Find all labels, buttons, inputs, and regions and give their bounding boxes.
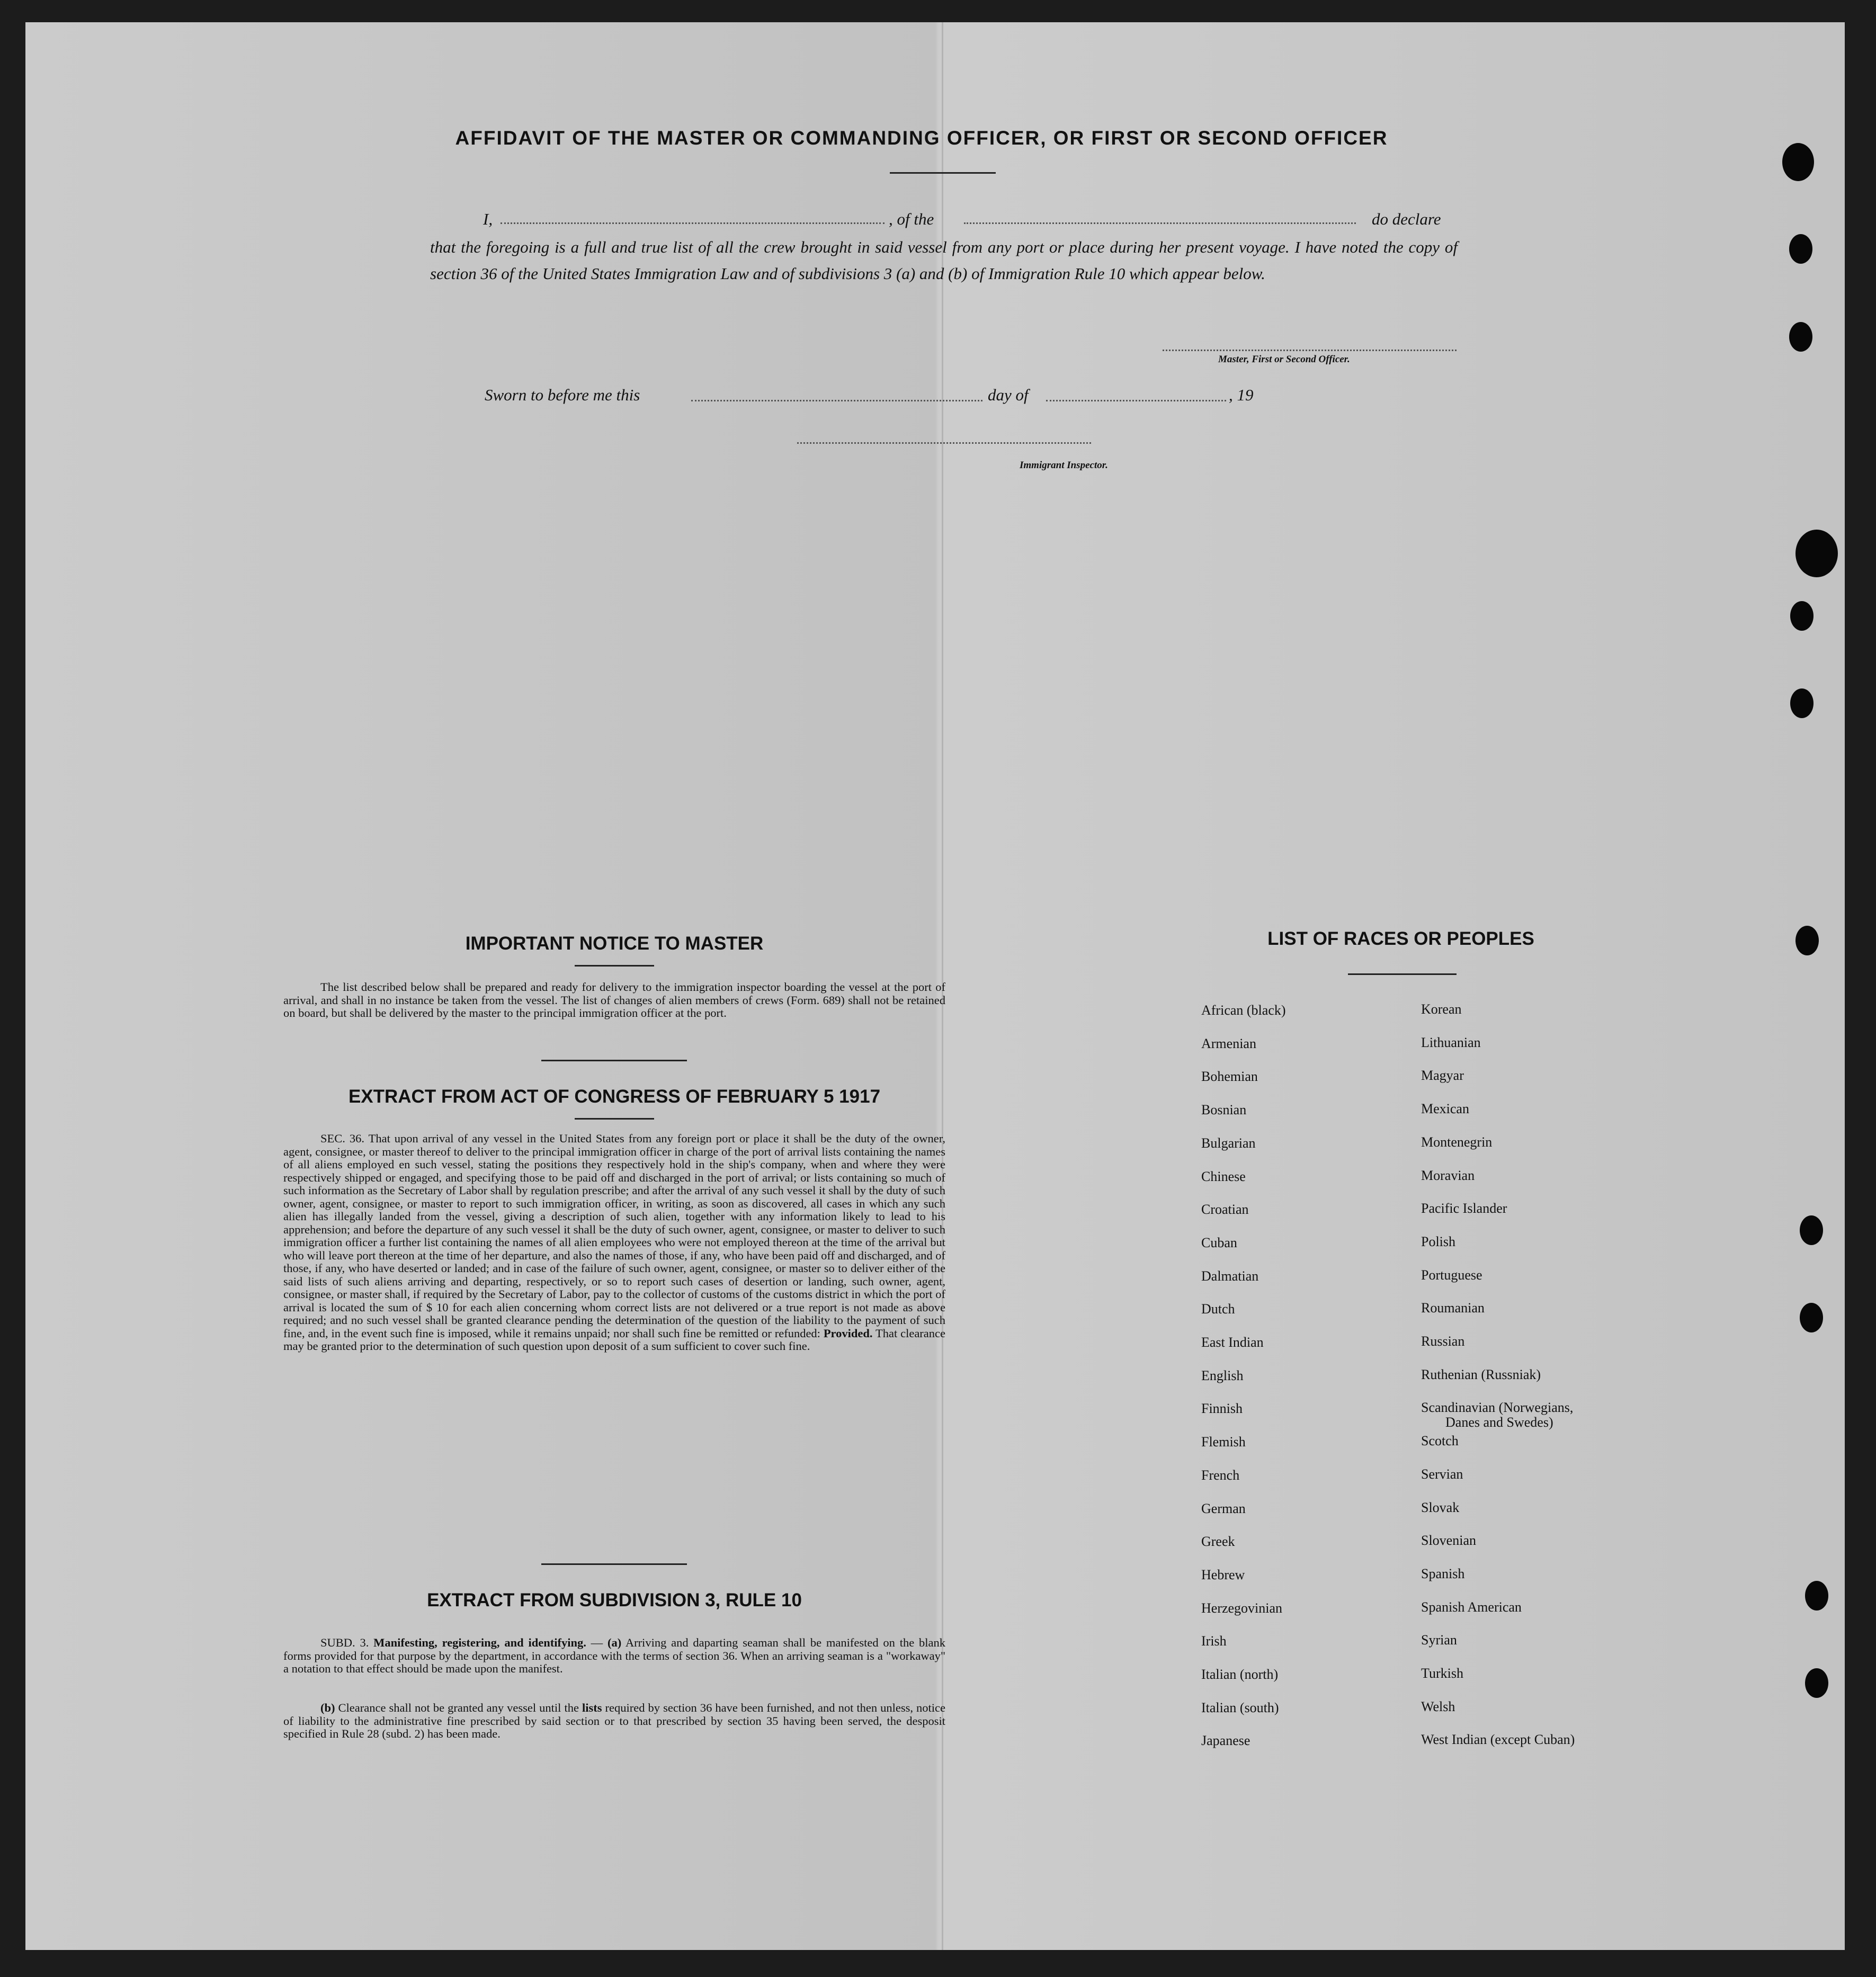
vessel-name-field[interactable] <box>964 222 1356 224</box>
race-item: Dutch <box>1201 1301 1235 1317</box>
race-item: Pacific Islander <box>1421 1201 1507 1216</box>
punch-hole <box>1790 688 1814 718</box>
race-item: Greek <box>1201 1534 1235 1549</box>
inspector-signature-field[interactable] <box>797 442 1091 444</box>
declarant-name-field[interactable] <box>501 222 885 224</box>
race-item: Mexican <box>1421 1101 1469 1116</box>
punch-hole <box>1800 1303 1823 1332</box>
race-item: Italian (north) <box>1201 1667 1279 1682</box>
punch-hole <box>1805 1581 1828 1611</box>
race-item: Korean <box>1421 1001 1462 1017</box>
act-text: SEC. 36. That upon arrival of any vessel in the United States from any foreign port or place it shall be the duty of the owner, agent, consignee, or master thereof to deliver to the principal immigration officer in charge of the port of arrival lists containing the names of all aliens employed en such vessel, stating the positions they respectively hold in the ship's company, when and where they were respectively shipped or engaged, and specifying those to be paid off and discharged in the port of arrival; or lists containing so much of such information as the Secretary of Labor shall by regulation prescribe; and after the arrival of any such vessel it shall by the duty of such owner, agent, consignee, or master to report to such immigration officer, in writing, as soon as discovered, all cases in which any such alien has illegally landed from the vessel, giving a description of such alien, together with any information likely to lead to his apprehension; and before the departure of any such vessel it shall be the duty of such owner, agent, consignee, or master to deliver to such immigration officer a further list containing the names of all alien employees who were not employed thereon at the time of the arrival but who will leave port thereon at the time of her departure, and also the names of those, if any, who have been paid off and discharged, and of those, if any, who have deserted or landed; and in case of the failure of such owner, agent, consignee, or master so to deliver either of the said lists of such aliens arriving and departing, respectively, or so to report such cases of desertion or landing, such owner, agent, consignee, or master shall, if required by the Secretary of Labor, pay to the collector of customs of the customs district in which the port of arrival is located the sum of $ 10 for each alien concerning whom correct lists are not delivered or a true report is not made as above required; and no such vessel shall be granted clearance pending the determination of the question of the liability to the payment of such fine, and, in the event such fine is imposed, while it remains unpaid; nor shall such fine be remitted or refunded: <box>283 1132 945 1340</box>
punch-hole <box>1789 234 1812 264</box>
of-the-label: , of the <box>889 210 934 228</box>
declarant-prefix: I, <box>483 210 493 228</box>
divider <box>575 1118 654 1120</box>
race-item: Montenegrin <box>1421 1134 1493 1150</box>
rule-subd-b <box>283 1702 945 1741</box>
divider <box>890 172 996 174</box>
divider <box>575 965 654 967</box>
punch-hole <box>1789 322 1812 352</box>
race-item: Roumanian <box>1421 1300 1485 1316</box>
race-item: English <box>1201 1368 1244 1383</box>
race-item: Flemish <box>1201 1434 1246 1450</box>
race-item: Danes and Swedes) <box>1445 1415 1553 1430</box>
subd-b-text: Clearance shall not be granted any vessel until the <box>338 1701 579 1714</box>
divider <box>541 1060 687 1061</box>
lists-term: lists <box>582 1701 602 1714</box>
inspector-label: Immigrant Inspector. <box>1020 460 1108 471</box>
subd-b-marker: (b) <box>320 1701 335 1714</box>
race-item: Scotch <box>1421 1433 1459 1448</box>
notice-title: IMPORTANT NOTICE TO MASTER <box>465 933 764 954</box>
subd-a-text: Arriving and daparting seaman shall be manifested on the blank forms provided for that purpose by the department, in accordance with the terms of section 36. When an arriving seaman is a "workaway" a notation to that effect should be made upon the manifest. <box>283 1636 946 1675</box>
sworn-day-field[interactable] <box>691 400 982 401</box>
notice-body: The list described below shall be prepared and ready for delivery to the immigration inspector boarding the vessel at the port of arrival, and shall in no instance be taken from the vessel. The list of changes of alien members of crews (Form. 689) shall not be retained on board, but shall be delivered by the master to the principal immigration officer at the port. <box>283 980 945 1019</box>
subd-label: SUBD. 3. <box>320 1636 369 1649</box>
race-item: Finnish <box>1201 1401 1243 1416</box>
sworn-month-field[interactable] <box>1046 400 1226 401</box>
races-title: LIST OF RACES OR PEOPLES <box>1267 928 1534 949</box>
subd-a-marker: (a) <box>608 1636 622 1649</box>
punch-hole <box>1800 1215 1823 1245</box>
rule-subd-a <box>283 1636 945 1676</box>
race-item: Ruthenian (Russniak) <box>1421 1367 1541 1382</box>
race-item: Slovenian <box>1421 1533 1476 1548</box>
punch-hole <box>1790 601 1814 631</box>
race-item: Dalmatian <box>1201 1268 1259 1284</box>
race-item: Bulgarian <box>1201 1135 1256 1151</box>
race-item: Armenian <box>1201 1036 1256 1051</box>
divider <box>541 1563 687 1565</box>
punch-hole <box>1795 530 1838 577</box>
race-item: German <box>1201 1501 1246 1516</box>
race-item: Hebrew <box>1201 1567 1245 1582</box>
race-item: Japanese <box>1201 1733 1250 1748</box>
race-item: Syrian <box>1421 1632 1457 1648</box>
race-item: Bohemian <box>1201 1069 1258 1084</box>
race-item: French <box>1201 1468 1240 1483</box>
race-item: East Indian <box>1201 1335 1264 1350</box>
race-item: Lithuanian <box>1421 1035 1481 1050</box>
race-item: African (black) <box>1201 1003 1286 1018</box>
year-label: , 19 <box>1229 386 1254 404</box>
race-item: Polish <box>1421 1234 1456 1249</box>
subd-b-text-end: required by section 36 have been furnished, and not then unless, notice of liability to the administrative fine prescribed by said section or to that prescribed by section 35 having been served, the desposit specified in Rule 28 (subd. 2) has been made. <box>283 1701 946 1740</box>
race-item: Cuban <box>1201 1235 1237 1250</box>
day-of-label: day of <box>988 386 1029 404</box>
race-item: Herzegovinian <box>1201 1600 1283 1616</box>
race-item: Russian <box>1421 1334 1465 1349</box>
race-item: Turkish <box>1421 1666 1463 1681</box>
affidavit-title: AFFIDAVIT OF THE MASTER OR COMMANDING OFFICER, OR FIRST OR SECOND OFFICER <box>455 127 1388 149</box>
race-item: West Indian (except Cuban) <box>1421 1732 1575 1747</box>
race-item: Spanish American <box>1421 1599 1522 1615</box>
affidavit-body: that the foregoing is a full and true list of all the crew brought in said vessel from any port or place during her present voyage. I have noted the copy of section 36 of the United States Immigration Law and of subdivisions 3 (a) and (b) of Immigration Rule 10 which appear below. <box>430 238 1458 283</box>
race-item: Spanish <box>1421 1566 1465 1581</box>
race-item: Chinese <box>1201 1169 1246 1184</box>
race-item: Portuguese <box>1421 1267 1482 1283</box>
punch-hole <box>1795 926 1819 955</box>
act-title: EXTRACT FROM ACT OF CONGRESS OF FEBRUARY 5 1917 <box>348 1086 881 1107</box>
race-item: Welsh <box>1421 1699 1455 1714</box>
subd-heading: Manifesting, registering, and identifying. <box>373 1636 586 1649</box>
declare-label: do declare <box>1372 210 1441 228</box>
race-item: Croatian <box>1201 1202 1249 1217</box>
sworn-label: Sworn to before me this <box>485 386 640 404</box>
race-item: Bosnian <box>1201 1102 1247 1117</box>
act-text-end: That clearance may be granted prior to the determination of such question upon deposit of a sum sufficient to cover such fine. <box>283 1326 946 1353</box>
punch-hole <box>1805 1668 1828 1698</box>
master-signature-label: Master, First or Second Officer. <box>1218 354 1350 365</box>
race-item: Italian (south) <box>1201 1700 1279 1715</box>
punch-hole <box>1782 143 1814 181</box>
rule-title: EXTRACT FROM SUBDIVISION 3, RULE 10 <box>427 1590 802 1611</box>
officer-signature-field[interactable] <box>1163 350 1457 351</box>
race-item: Irish <box>1201 1633 1227 1649</box>
provided-term: Provided. <box>823 1326 873 1340</box>
race-item: Moravian <box>1421 1168 1475 1183</box>
divider <box>1348 973 1457 975</box>
race-item: Magyar <box>1421 1068 1464 1083</box>
act-body <box>283 1132 945 1353</box>
race-item: Servian <box>1421 1466 1463 1482</box>
race-item: Scandinavian (Norwegians, <box>1421 1400 1574 1415</box>
race-item: Slovak <box>1421 1500 1460 1515</box>
subd-dash: — <box>591 1636 603 1649</box>
